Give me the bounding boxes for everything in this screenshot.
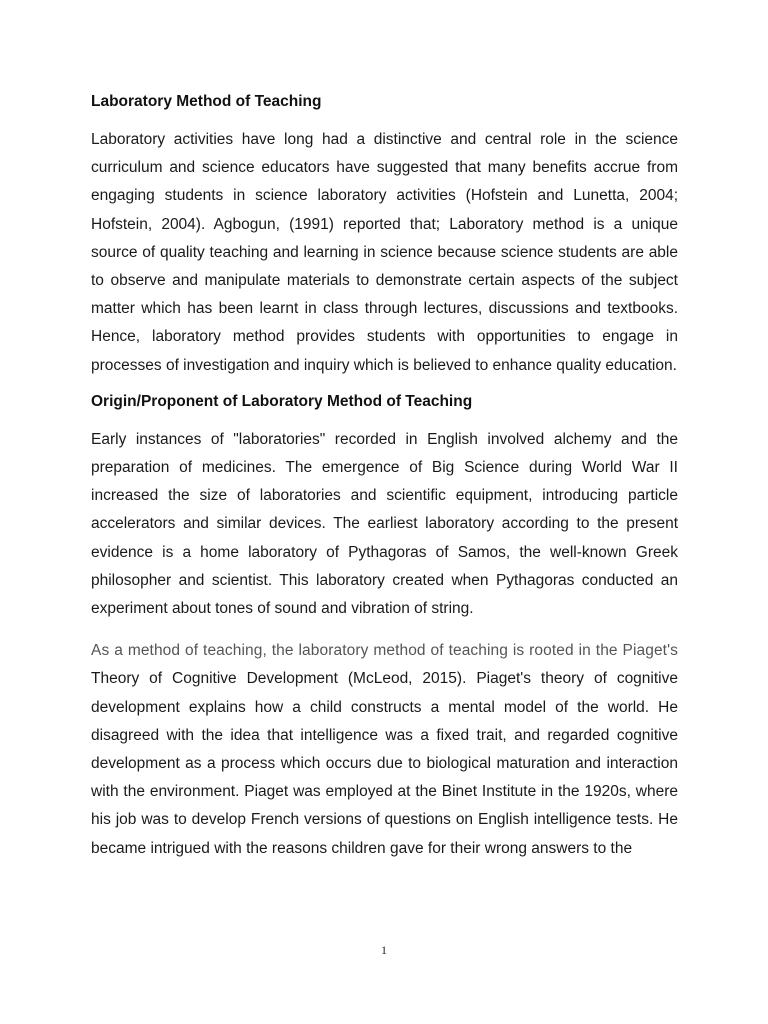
page-number: 1 xyxy=(381,943,387,957)
paragraph-piaget-body: Theory of Cognitive Development (McLeod, 2015). Piaget's theory of cognitive development explains how a child constructs a mental model of the world. He disagreed with the idea that intelligence was a fixed trait, and regarded cognitive development as a process which occurs due to biological maturation and interaction with the environment. Piaget was employed at the Binet Institute in the 1920s, where his job was to develop French versions of questions on English intelligence tests. He became intrigued with the reasons children gave for their wrong answers to the xyxy=(91,670,678,857)
paragraph-piaget-theory xyxy=(91,637,678,863)
section-heading-origin-proponent: Origin/Proponent of Laboratory Method of Teaching xyxy=(91,392,473,410)
section-heading-laboratory-method: Laboratory Method of Teaching xyxy=(91,93,322,110)
paragraph-early-instances: Early instances of "laboratories" recorded in English involved alchemy and the preparation of medicines. The emergence of Big Science during World War II increased the size of laboratories and scientific equipment, introducing particle accelerators and similar devices. The earliest laboratory according to the present evidence is a home laboratory of Pythagoras of Samos, the well-known Greek philosopher and scientist. This laboratory created when Pythagoras conducted an experiment about tones of sound and vibration of string. xyxy=(91,430,678,618)
document-body xyxy=(91,90,678,863)
paragraph-laboratory-activities: Laboratory activities have long had a distinctive and central role in the science curriculum and science educators have suggested that many benefits accrue from engaging students in science laboratory activities (Hofstein and Lunetta, 2004; Hofstein, 2004). Agbogun, (1991) reported that; Laboratory method is a unique source of quality teaching and learning in science because science students are able to observe and manipulate materials to demonstrate certain aspects of the subject matter which has been learnt in class through lectures, discussions and textbooks. Hence, laboratory method provides students with opportunities to engage in processes of investigation and inquiry which is believed to enhance quality education. xyxy=(91,131,678,374)
paragraph-piaget-lead-line: As a method of teaching, the laboratory method of teaching is rooted in the Piaget's xyxy=(91,642,678,660)
